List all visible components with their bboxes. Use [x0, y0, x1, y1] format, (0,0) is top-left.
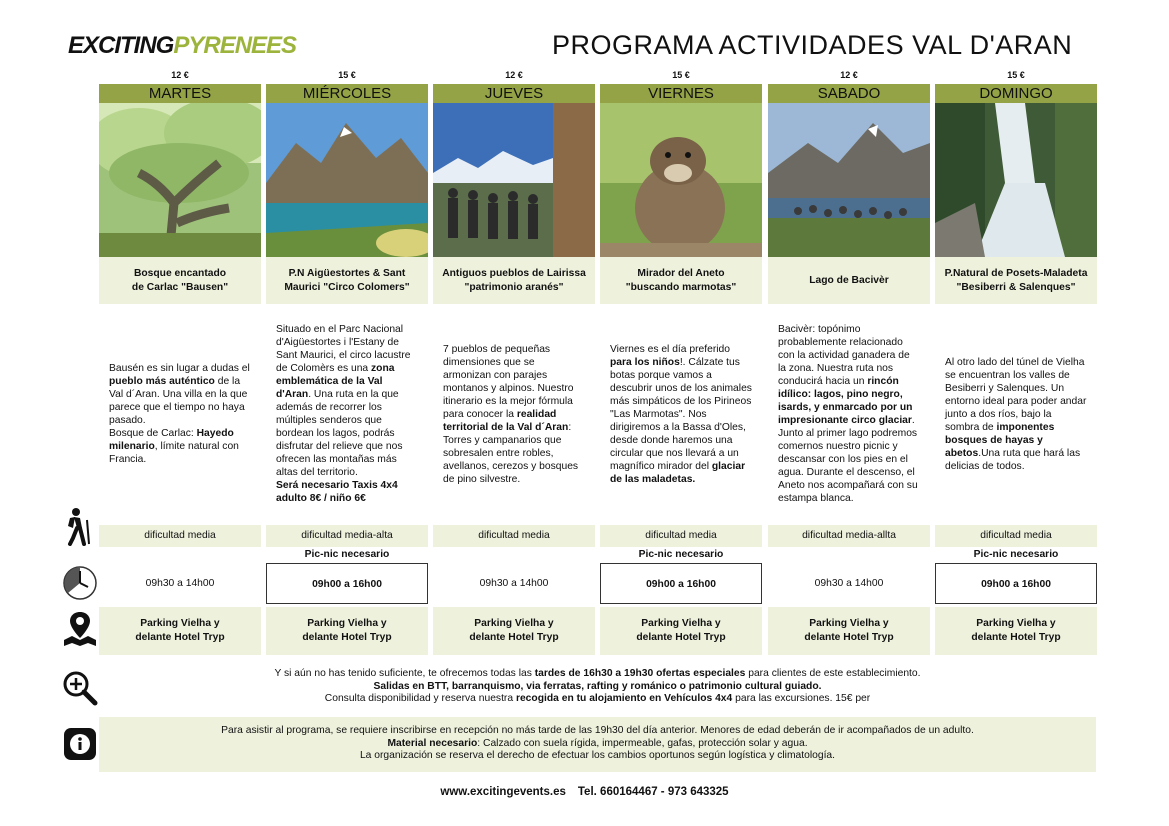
activity-title: P.Natural de Posets-Maladeta "Besiberri & Salenques"	[935, 257, 1097, 304]
price: 12 €	[840, 70, 858, 80]
schedule: 09h00 a 16h00	[266, 563, 428, 604]
photo-waterfall	[935, 103, 1097, 257]
photo-lake-mountains	[266, 103, 428, 257]
price: 15 €	[672, 70, 690, 80]
activity-title: Antiguos pueblos de Lairissa "patrimonio aranés"	[433, 257, 595, 304]
difficulty: dificultad media	[433, 525, 595, 547]
activity-description: Situado en el Parc Nacional d'Aigüestortes i l'Estany de Sant Maurici, el circo lacustre de Colomèrs es una zona emblemática de la Val d'Aran. Una ruta en la que además de recorrer los múltiples senderos que bordean los lagos, podrás disfrutar del relieve que nos ofrecen las montañas más altas del territorio. Será necesario Taxis 4x4 adulto 8€ / niño 6€	[276, 324, 411, 504]
photo-marmot	[600, 103, 762, 257]
magnifier-plus-icon	[60, 668, 100, 708]
extra-offers: Y si aún no has tenido suficiente, te ofrecemos todas las tardes de 16h30 a 19h30 ofertas especiales para clientes de este establecimiento. Salidas en BTT, barranquismo, via ferratas, rafting y románico o patrimonio cultural guiado. Consulta disponibilidad y reserva nuestra recogida en tu alojamiento en Vehículos 4x4 para las excursiones. 15€ per	[274, 668, 921, 704]
page-title: PROGRAMA ACTIVIDADES VAL D'ARAN	[552, 30, 1073, 60]
price: 12 €	[505, 70, 523, 80]
logo	[68, 32, 296, 60]
photo-lake-group	[768, 103, 930, 257]
logo-part2: PYRENEES	[173, 32, 297, 59]
schedule: 09h30 a 14h00	[479, 578, 549, 589]
picnic-note: Pic-nic necesario	[638, 549, 724, 560]
meeting-point: Parking Vielha y delante Hotel Tryp	[99, 607, 261, 655]
hiker-icon	[60, 506, 100, 546]
meeting-point: Parking Vielha y delante Hotel Tryp	[433, 607, 595, 655]
activity-description: Bausén es sin lugar a dudas el pueblo más auténtico de la Val d´Aran. Una villa en la que parece que el tiempo no haya pasado. Bosque de Carlac: Hayedo milenario, límite natural con Francia.	[109, 363, 250, 465]
map-pin-icon	[60, 608, 100, 648]
schedule: 09h00 a 16h00	[935, 563, 1097, 604]
day-header: MARTES	[99, 84, 261, 103]
website-link[interactable]: www.excitingevents.es	[440, 786, 566, 798]
meeting-point: Parking Vielha y delante Hotel Tryp	[768, 607, 930, 655]
meeting-point: Parking Vielha y delante Hotel Tryp	[935, 607, 1097, 655]
phone-numbers: Tel. 660164467 - 973 643325	[577, 786, 729, 798]
activity-description: Viernes es el día preferido para los niños!. Cálzate tus botas porque vamos a descubrir unos de los animales más simpáticos de los Pirineos "Las Marmotas". Nos dirigiremos a la Bassa d'Oles, desde donde haremos una circular que nos llevará a un magnífico mirador del glaciar de las maladetas.	[610, 343, 752, 485]
activity-title: Mirador del Aneto "buscando marmotas"	[600, 257, 762, 304]
schedule: 09h30 a 14h00	[145, 578, 215, 589]
schedule: 09h00 a 16h00	[600, 563, 762, 604]
activity-description: Bacivèr: topónimo probablemente relacionado con la actividad ganadera de la zona. Nuestra ruta nos conducirá hacia un rincón idílico: lagos, pino negro, isards, y enmarcado por un impresionante circo glaciar. Junto al primer lago podremos comernos nuestro picnic y descansar con los pies en el agua. Durante el descenso, el Aneto nos acompañará con su estampa blanca.	[778, 324, 918, 504]
footer-contact	[0, 786, 1169, 798]
difficulty: dificultad media-alta	[266, 525, 428, 547]
price: 15 €	[338, 70, 356, 80]
meeting-point: Parking Vielha y delante Hotel Tryp	[600, 607, 762, 655]
difficulty: dificultad media	[99, 525, 261, 547]
day-header: DOMINGO	[935, 84, 1097, 103]
day-header: VIERNES	[600, 84, 762, 103]
clock-icon	[60, 563, 100, 603]
picnic-note: Pic-nic necesario	[973, 549, 1059, 560]
picnic-note: Pic-nic necesario	[304, 549, 390, 560]
schedule: 09h30 a 14h00	[814, 578, 884, 589]
info-notes: Para asistir al programa, se requiere inscribirse en recepción no más tarde de las 19h30 del día anterior. Menores de edad deberán de ir acompañados de un adulto. Material necesario: Calzado con suela rígida, impermeable, gafas, protección solar y agua. La organización se reserva el derecho de efectuar los cambios oportunos según logística y climatología.	[99, 717, 1096, 772]
activity-title: P.N Aigüestortes & Sant Maurici "Circo Colomers"	[266, 257, 428, 304]
logo-part1: EXCITING	[68, 32, 174, 59]
difficulty: dificultad media	[600, 525, 762, 547]
difficulty: dificultad media-allta	[768, 525, 930, 547]
price: 12 €	[171, 70, 189, 80]
activity-description: Al otro lado del túnel de Vielha se encuentran los valles de Besiberri y Salenques. Un entorno ideal para poder andar junto a dos ríos, bajo la sombra de imponentes bosques de hayas y abetos.Una ruta que hará las delicias de todos.	[945, 356, 1087, 472]
activity-title: Bosque encantado de Carlac "Bausen"	[99, 257, 261, 304]
day-header: JUEVES	[433, 84, 595, 103]
price: 15 €	[1007, 70, 1025, 80]
day-header: SABADO	[768, 84, 930, 103]
photo-forest	[99, 103, 261, 257]
activity-title: Lago de Bacivèr	[768, 257, 930, 304]
difficulty: dificultad media	[935, 525, 1097, 547]
info-icon	[60, 724, 100, 764]
photo-village-group	[433, 103, 595, 257]
day-header: MIÉRCOLES	[266, 84, 428, 103]
activity-description: 7 pueblos de pequeñas dimensiones que se armonizan con parajes montanos y alpinos. Nuestro itinerario es la mejor fórmula para conocer la realidad territorial de la Val d´Aran: Torres y campanarios que sobresalen entre robles, avellanos, cerezos y bosques de pino silvestre.	[443, 343, 579, 485]
meeting-point: Parking Vielha y delante Hotel Tryp	[266, 607, 428, 655]
